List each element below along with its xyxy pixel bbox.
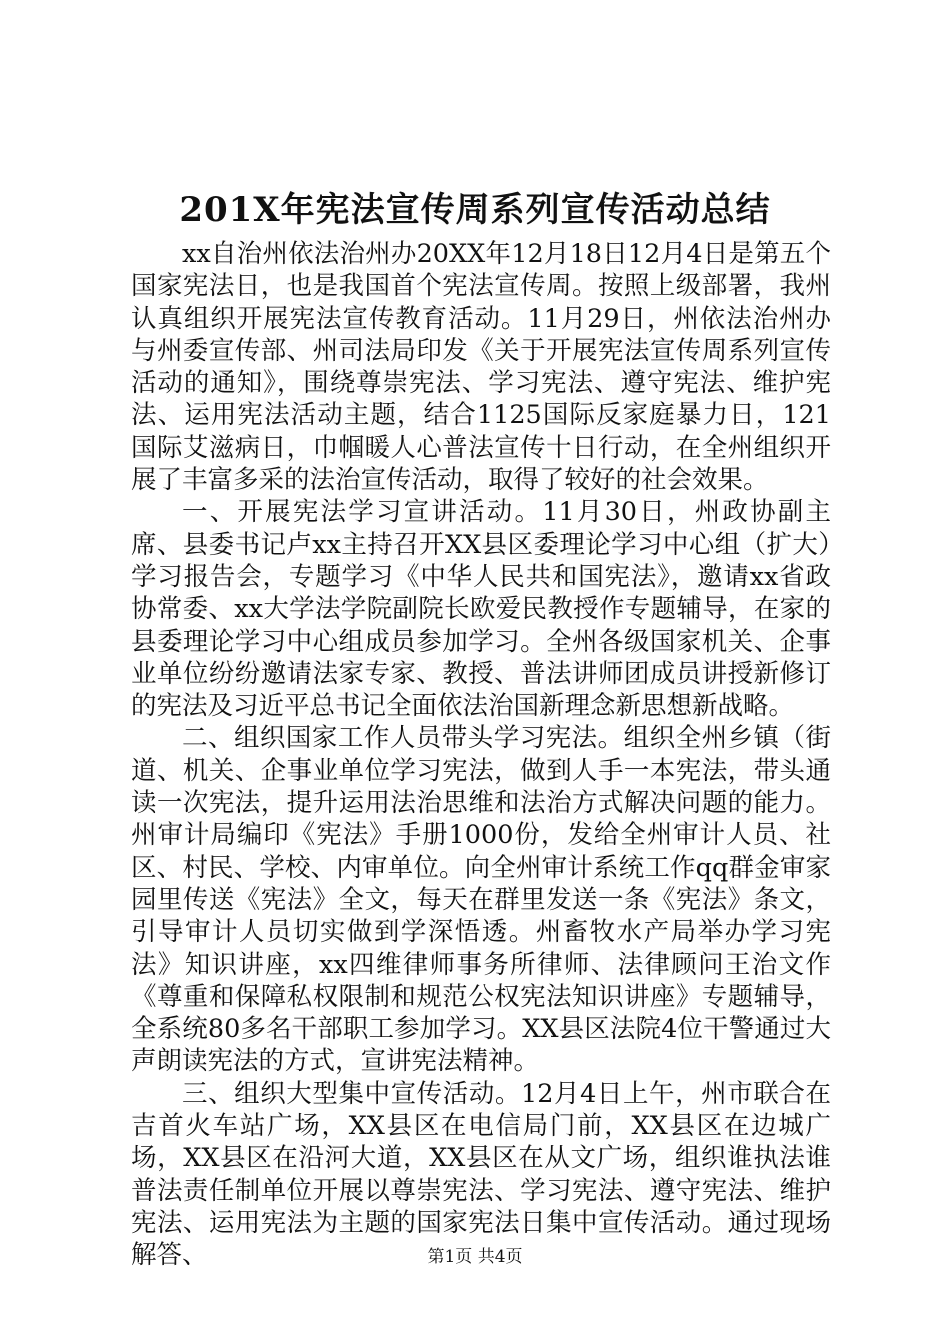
page-footer: 第1页 共4页	[427, 1247, 523, 1267]
paragraph-section-3: 三、组织大型集中宣传活动。12月4日上午，州市联合在吉首火车站广场，XX县区在电信局门前，XX县区在边城广场，XX县区在沿河大道，XX县区在从文广场，组织谁执法谁普法责任制单位开展以尊崇宪法、学习宪法、遵守宪法、维护宪法、运用宪法为主题的国家宪法日集中宣传活动。通过现场解答、	[131, 1078, 831, 1271]
paragraph-section-1: 一、开展宪法学习宣讲活动。11月30日，州政协副主席、县委书记卢xx主持召开XX县区委理论学习中心组（扩大）学习报告会，专题学习《中华人民共和国宪法》，邀请xx省政协常委、xx大学法学院副院长欧爱民教授作专题辅导，在家的县委理论学习中心组成员参加学习。全州各级国家机关、企事业单位纷纷邀请法家专家、教授、普法讲师团成员讲授新修订的宪法及习近平总书记全面依法治国新理念新思想新战略。	[131, 497, 831, 722]
document-title: 201X年宪法宣传周系列宣传活动总结	[179, 190, 771, 230]
paragraph-intro: xx自治州依法治州办20XX年12月18日12月4日是第五个国家宪法日，也是我国首个宪法宣传周。按照上级部署，我州认真组织开展宪法宣传教育活动。11月29日，州依法治州办与州委宣传部、州司法局印发《关于开展宪法宣传周系列宣传活动的通知》，围绕尊崇宪法、学习宪法、遵守宪法、维护宪法、运用宪法活动主题，结合1125国际反家庭暴力日，121国际艾滋病日，巾帼暖人心普法宣传十日行动，在全州组织开展了丰富多采的法治宣传活动，取得了较好的社会效果。	[131, 239, 831, 496]
paragraph-section-2: 二、组织国家工作人员带头学习宪法。组织全州乡镇（街道、机关、企事业单位学习宪法，做到人手一本宪法，带头通读一次宪法，提升运用法治思维和法治方式解决问题的能力。州审计局编印《宪法》手册1000份，发给全州审计人员、社区、村民、学校、内审单位。向全州审计系统工作qq群金审家园里传送《宪法》全文，每天在群里发送一条《宪法》条文，引导审计人员切实做到学深悟透。州畜牧水产局举办学习宪法》知识讲座，xx四维律师事务所律师、法律顾问王治文作《尊重和保障私权限制和规范公权宪法知识讲座》专题辅导，全系统80多名干部职工参加学习。XX县区法院4位干警通过大声朗读宪法的方式，宣讲宪法精神。	[131, 723, 831, 1077]
document-body	[131, 238, 831, 1272]
